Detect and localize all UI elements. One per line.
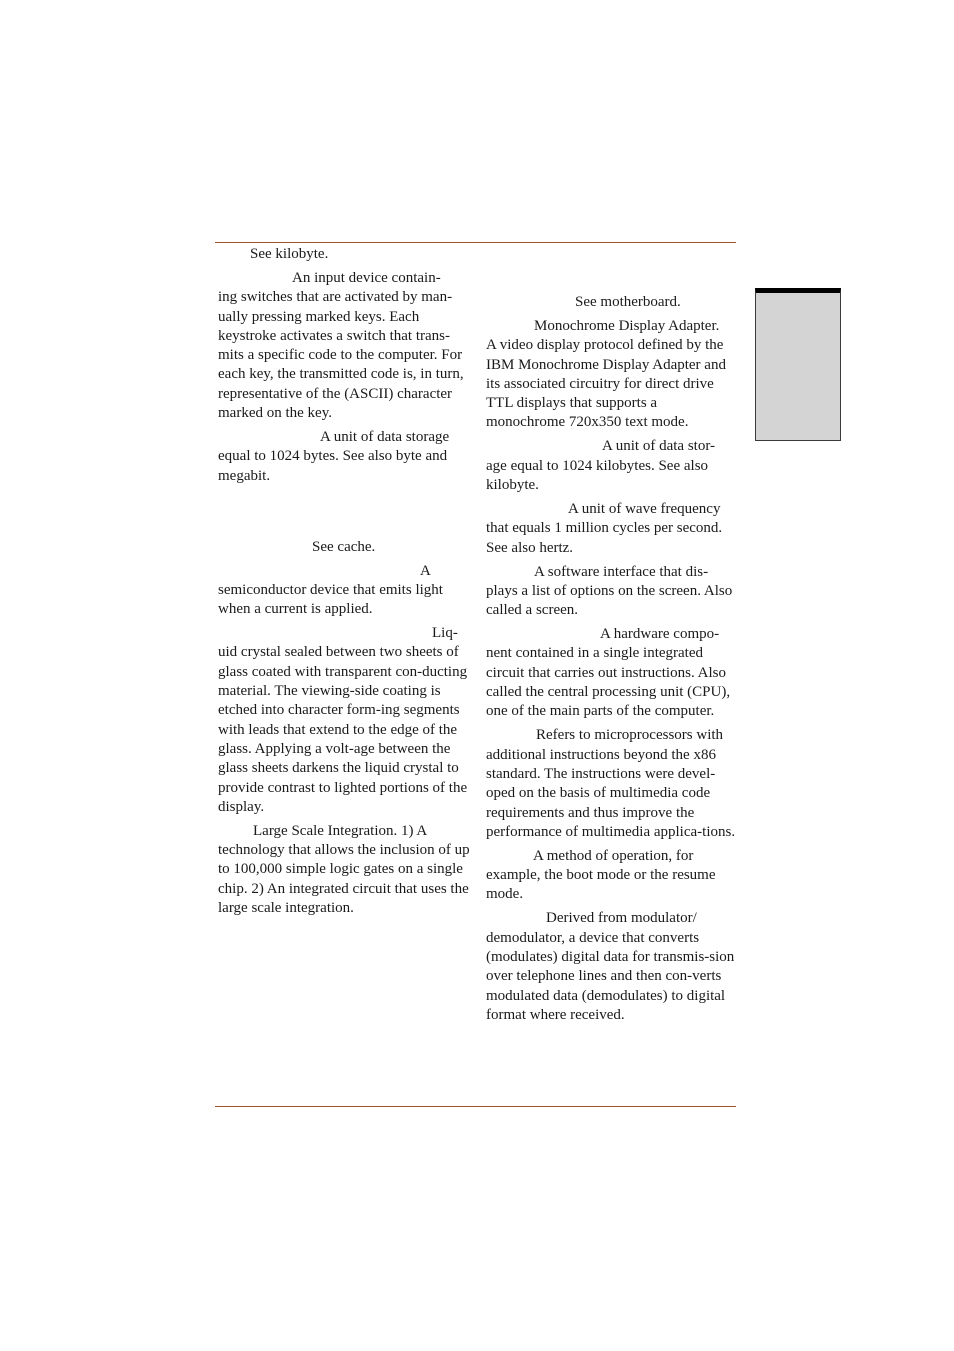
entry-text: uid crystal sealed between two sheets of glass coated with transparent con-ducting material. The viewing-side coating is etched into character form-ing segments with leads that extend to the edge of the glass. Applying a volt-age between the glass sheets darkens the liquid crystal to provide contrast to lighted portions of the display.	[218, 644, 468, 815]
entry-first-line: A unit of data stor-	[602, 438, 716, 455]
glossary-entry-modem	[486, 909, 738, 1025]
entry-first-line: A hardware compo-	[600, 626, 720, 643]
glossary-entry-kilobyte	[218, 428, 470, 486]
entry-text: semiconductor device that emits light when a current is applied.	[218, 581, 443, 618]
header-rule	[215, 242, 736, 243]
section-gap	[218, 491, 470, 538]
glossary-entry-microprocessor	[486, 625, 738, 721]
footer-rule	[215, 1106, 736, 1107]
entry-first-line: Refers to microprocessors with	[536, 727, 724, 744]
entry-text: technology that allows the inclusion of up to 100,000 simple logic gates on a single chip. 2) An integrated circuit that uses the large scale integration.	[218, 842, 470, 917]
glossary-entry-led	[218, 562, 470, 620]
glossary-entry-menu	[486, 563, 738, 621]
glossary-entry-keyboard	[218, 269, 470, 423]
entry-first-line: Liq-	[432, 625, 458, 642]
entry-first-line: A unit of wave frequency	[568, 501, 721, 518]
entry-first-line: Monochrome Display Adapter.	[534, 317, 720, 334]
entry-first-line: A	[420, 562, 431, 579]
chapter-thumb-tab	[755, 288, 841, 441]
glossary-left-column	[218, 245, 470, 923]
glossary-entry-mmx	[486, 726, 738, 842]
glossary-entry-mode	[486, 847, 738, 905]
entry-text: example, the boot mode or the resume mode.	[486, 867, 716, 903]
entry-first-line: A unit of data storage	[320, 429, 450, 446]
entry-text: plays a list of options on the screen. Also called a screen.	[486, 582, 733, 619]
entry-text: ing switches that are activated by man-ually pressing marked keys. Each keystroke activates a switch that trans-mits a specific code to the computer. For each key, the transmitted code is, in turn, representative of the (ASCII) character marked on the key.	[218, 289, 464, 422]
glossary-entry-kb	[218, 245, 470, 264]
glossary-entry-lsi	[218, 822, 470, 918]
entry-first-line: A method of operation, for	[533, 847, 694, 864]
entry-first-line: A software interface that dis-	[534, 563, 709, 580]
entry-text: nent contained in a single integrated circuit that carries out instructions. Also called the central processing unit (CPU), one of the main parts of the computer.	[486, 645, 731, 720]
entry-first-line: Derived from modulator/	[546, 910, 697, 927]
glossary-entry-l2-cache	[218, 538, 470, 557]
glossary-entry-megahertz	[486, 500, 738, 558]
entry-text: A video display protocol defined by the IBM Monochrome Display Adapter and its associated circuitry for direct drive TTL displays that supports a monochrome 720x350 text mode.	[486, 337, 726, 431]
entry-first-line: An input device contain-	[292, 269, 441, 286]
glossary-entry-megabyte	[486, 437, 738, 495]
entry-text: additional instructions beyond the x86 standard. The instructions were devel-oped on the basis of multimedia code requirements and thus improve the performance of multimedia applica-tions.	[486, 746, 736, 840]
entry-text: See motherboard.	[575, 294, 681, 310]
entry-text: See cache.	[312, 538, 376, 555]
entry-text: demodulator, a device that converts (modulates) digital data for transmis-sion over telephone lines and then con-verts modulated data (demodulates) to digital format where received.	[486, 929, 735, 1023]
glossary-entry-mda	[486, 317, 738, 433]
entry-text: See kilobyte.	[250, 246, 329, 262]
glossary-right-column	[486, 293, 738, 1030]
entry-text: that equals 1 million cycles per second. See also hertz.	[486, 520, 723, 556]
entry-first-line: Large Scale Integration. 1) A	[253, 822, 428, 839]
entry-text: age equal to 1024 kilobytes. See also kilobyte.	[486, 457, 709, 494]
entry-text: equal to 1024 bytes. See also byte and megabit.	[218, 448, 448, 484]
glossary-entry-main-board	[486, 293, 738, 312]
glossary-entry-lcd	[218, 624, 470, 817]
